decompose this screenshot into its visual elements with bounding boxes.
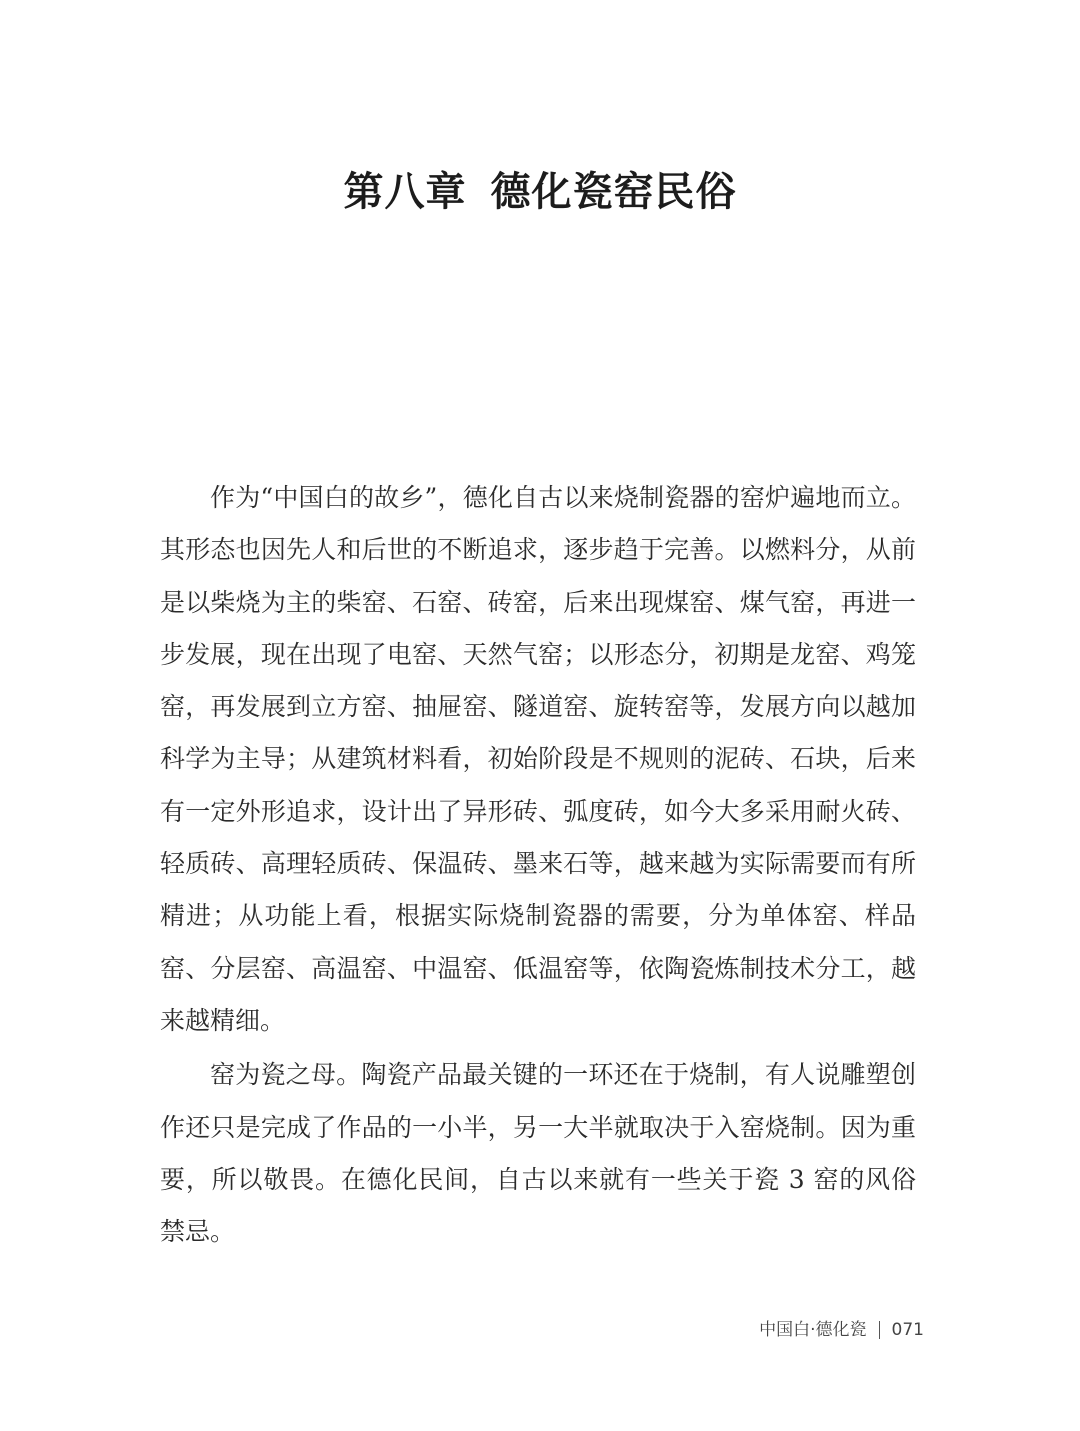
paragraph: 作为“中国白的故乡”，德化自古以来烧制瓷器的窑炉遍地而立。其形态也因先人和后世的不断追求，逐步趋于完善。以燃料分，从前是以柴烧为主的柴窑、石窑、砖窑，后来出现煤窑、煤气窑，再进一步发展，现在出现了电窑、天然气窑；以形态分，初期是龙窑、鸡笼窑，再发展到立方窑、抽屉窑、隧道窑、旋转窑等，发展方向以越加科学为主导；从建筑材料看，初始阶段是不规则的泥砖、石块，后来有一定外形追求，设计出了异形砖、弧度砖，如今大多采用耐火砖、轻质砖、高理轻质砖、保温砖、墨来石等，越来越为实际需要而有所精进；从功能上看，根据实际烧制瓷器的需要，分为单体窑、样品窑、分层窑、高温窑、中温窑、低温窑等，依陶瓷炼制技术分工，越来越精细。 bbox=[160, 483, 916, 1035]
body-text bbox=[160, 472, 916, 1258]
footer-divider bbox=[879, 1321, 880, 1339]
chapter-number: 第八章 bbox=[343, 168, 467, 215]
chapter-name: 德化瓷窑民俗 bbox=[490, 168, 737, 215]
paragraph: 窑为瓷之母。陶瓷产品最关键的一环还在于烧制，有人说雕塑创作还只是完成了作品的一小半，另一大半就取决于入窑烧制。因为重要，所以敬畏。在德化民间，自古以来就有一些关于瓷 3 窑的风俗禁忌。 bbox=[160, 1060, 916, 1247]
running-title: 中国白·德化瓷 bbox=[759, 1320, 867, 1340]
page-number: 071 bbox=[891, 1320, 924, 1340]
chapter-title bbox=[0, 160, 1080, 224]
page-footer bbox=[759, 1318, 924, 1342]
